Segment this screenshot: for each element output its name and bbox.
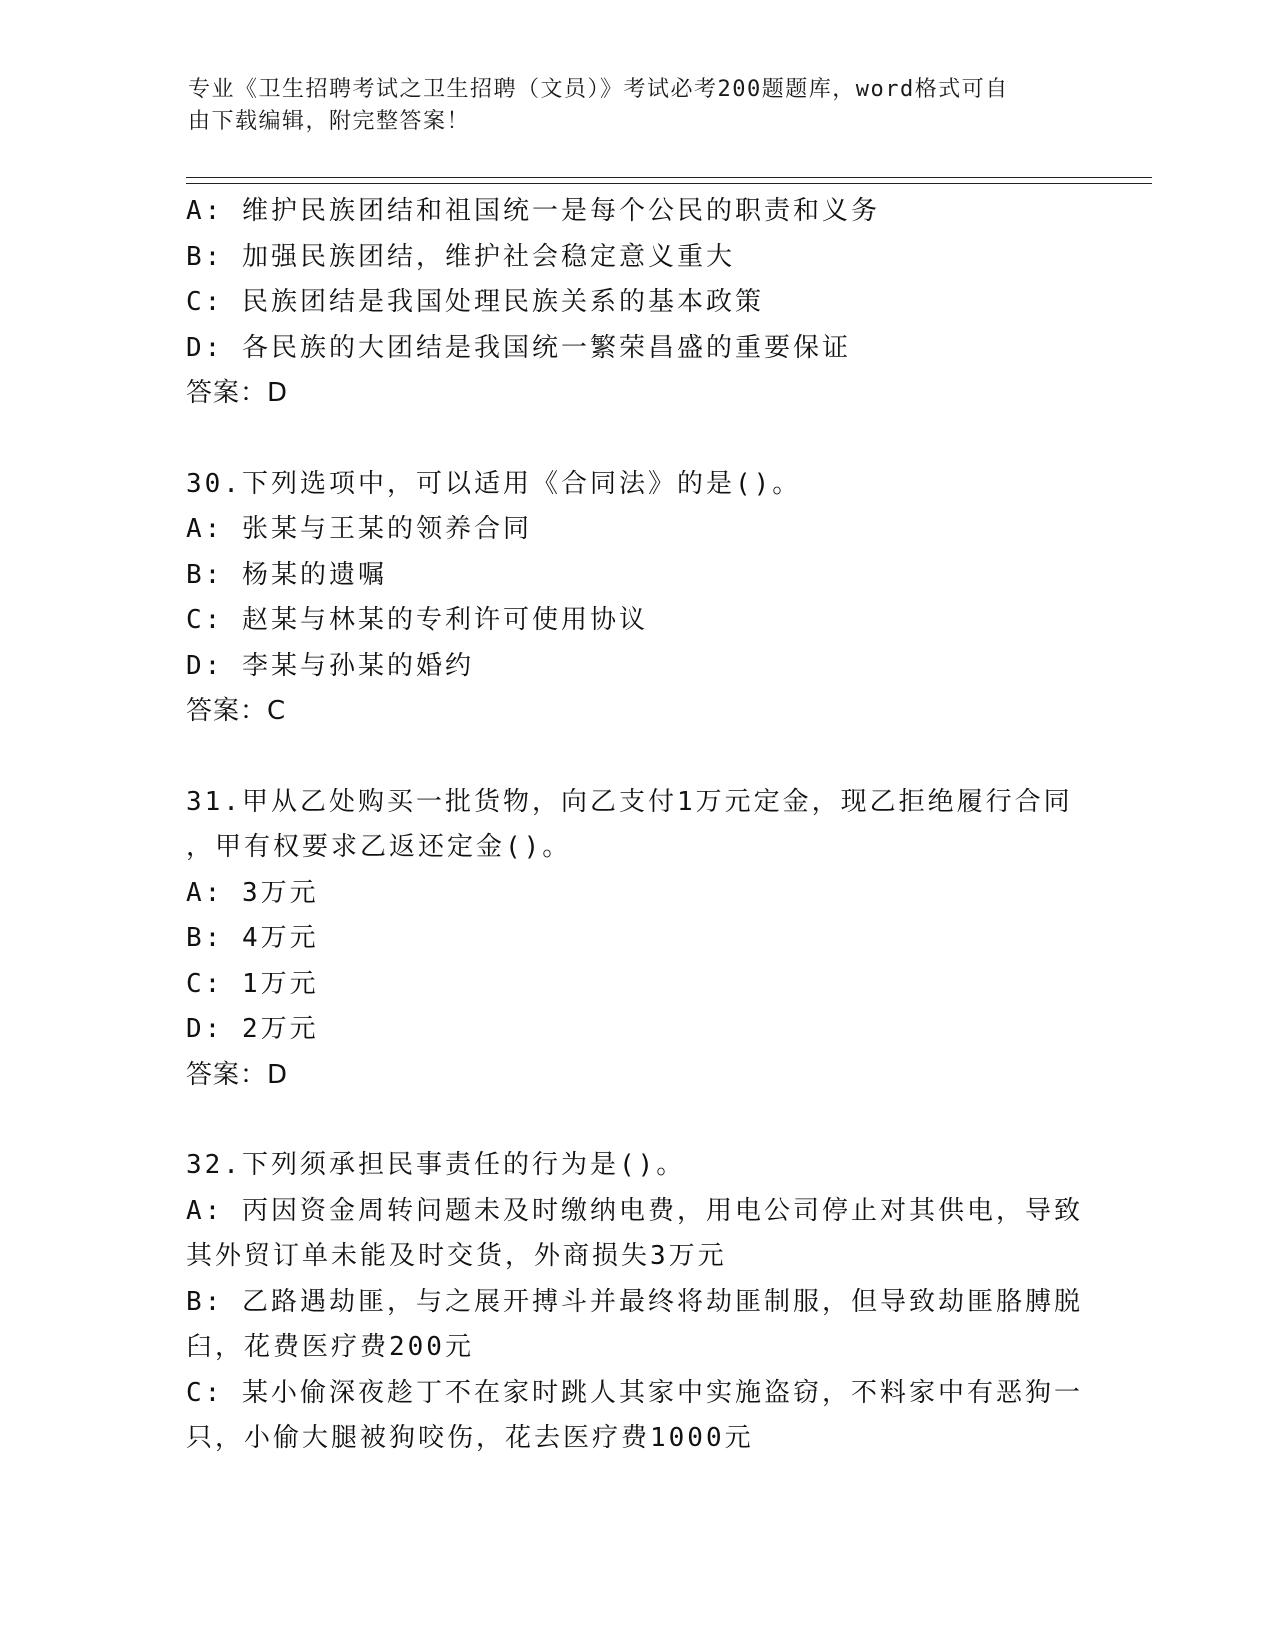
option-b: B: 4万元	[186, 923, 319, 953]
option-d: D: 各民族的大团结是我国统一繁荣昌盛的重要保证	[186, 332, 851, 363]
option-a: A: 张某与王某的领养合同	[186, 514, 532, 544]
option-b: B: 加强民族团结，维护社会稳定意义重大	[186, 241, 735, 272]
option-c-line-1: C: 某小偷深夜趁丁不在家时跳人其家中实施盗窃，不料家中有恶狗一	[186, 1377, 1083, 1408]
option-c: C: 1万元	[186, 968, 319, 999]
option-b: B: 杨某的遗嘱	[186, 559, 387, 590]
question-text: 32.下列须承担民事责任的行为是()。	[186, 1150, 686, 1180]
answer: 答案：C	[186, 696, 287, 726]
option-c: C: 赵某与林某的专利许可使用协议	[186, 605, 648, 635]
document-header	[188, 74, 1088, 138]
option-a-line-2: 其外贸订单未能及时交货，外商损失3万元	[186, 1241, 727, 1271]
question-text-line-1: 31.甲从乙处购买一批货物，向乙支付1万元定金，现乙拒绝履行合同	[186, 786, 1073, 817]
answer: 答案：D	[186, 1059, 289, 1090]
option-a-line-1: A: 丙因资金周转问题未及时缴纳电费，用电公司停止对其供电，导致	[186, 1195, 1083, 1226]
header-line-1: 专业《卫生招聘考试之卫生招聘（文员）》考试必考200题题库，word格式可自	[188, 77, 1009, 102]
option-c-line-2: 只，小偷大腿被狗咬伤，花去医疗费1000元	[186, 1423, 754, 1453]
question-29	[186, 189, 1086, 417]
question-text: 30.下列选项中，可以适用《合同法》的是()。	[186, 468, 802, 499]
question-spacer	[186, 735, 1086, 780]
question-31	[186, 780, 1086, 1099]
question-30	[186, 462, 1086, 735]
option-a: A: 3万元	[186, 877, 319, 908]
answer: 答案：D	[186, 378, 289, 408]
header-divider-top	[186, 177, 1152, 178]
option-d: D: 李某与孙某的婚约	[186, 650, 474, 681]
question-spacer	[186, 1098, 1086, 1143]
question-list	[186, 189, 1086, 1462]
question-spacer	[186, 417, 1086, 462]
header-line-2: 由下载编辑，附完整答案！	[188, 109, 471, 134]
option-d: D: 2万元	[186, 1014, 319, 1044]
option-b-line-1: B: 乙路遇劫匪，与之展开搏斗并最终将劫匪制服，但导致劫匪胳膊脱	[186, 1286, 1083, 1317]
option-b-line-2: 臼，花费医疗费200元	[186, 1332, 474, 1362]
question-32	[186, 1143, 1086, 1462]
question-text-line-2: ，甲有权要求乙返还定金()。	[186, 832, 572, 862]
header-divider-bottom	[186, 183, 1152, 184]
option-a: A: 维护民族团结和祖国统一是每个公民的职责和义务	[186, 196, 880, 226]
option-c: C: 民族团结是我国处理民族关系的基本政策	[186, 287, 764, 317]
